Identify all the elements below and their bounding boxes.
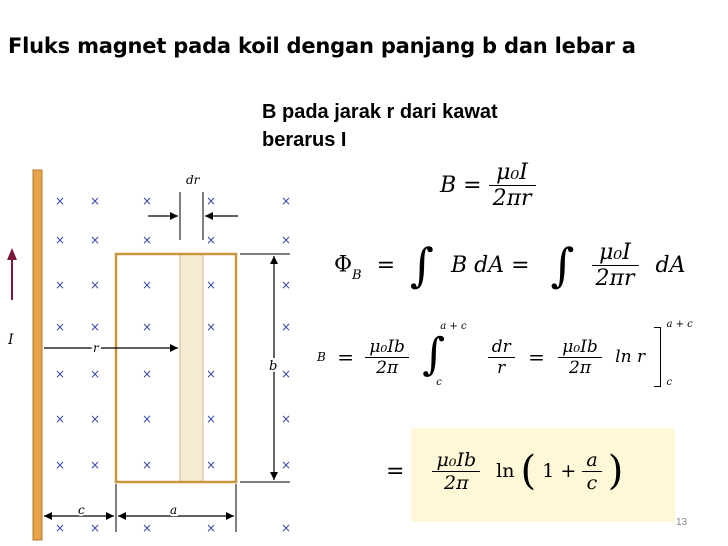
eq3-fraction-2	[488, 337, 515, 378]
eq2-sub: B	[352, 268, 362, 283]
subtitle-line-1: B pada jarak r dari kawat	[262, 101, 498, 123]
svg-text:×: ×	[205, 194, 217, 208]
svg-text:×: ×	[54, 412, 66, 426]
svg-text:×: ×	[89, 194, 101, 208]
eq3-num-1: μ₀Ib	[365, 337, 408, 358]
subtitle	[262, 98, 498, 154]
svg-text:×: ×	[280, 194, 292, 208]
svg-text:×: ×	[205, 458, 217, 472]
eq3-lower-2: c	[666, 377, 673, 388]
svg-text:×: ×	[141, 233, 153, 247]
svg-text:×: ×	[141, 412, 153, 426]
svg-text:×: ×	[54, 458, 66, 472]
eq3-ln: ln r	[615, 347, 646, 367]
svg-text:×: ×	[89, 278, 101, 292]
eq3-eval-bar	[654, 319, 694, 389]
svg-text:×: ×	[141, 278, 153, 292]
label-c: c	[78, 503, 85, 517]
svg-text:×: ×	[54, 278, 66, 292]
subtitle-line-2: berarus I	[262, 129, 347, 151]
svg-text:×: ×	[205, 412, 217, 426]
dr-strip	[180, 254, 203, 482]
eq4-rparen: )	[607, 448, 624, 494]
eq2-integral-2: ∫	[550, 238, 575, 292]
eq1-numerator: μ₀I	[489, 160, 536, 186]
svg-text:×: ×	[89, 521, 101, 535]
eq4-eq: =	[386, 458, 405, 484]
eq3-den-3: 2π	[569, 357, 592, 378]
eq3-integral	[422, 321, 482, 389]
eq3-upper-2: a + c	[666, 319, 693, 330]
eq4-inner-fraction	[582, 449, 601, 494]
eq4-ln: ln	[496, 460, 515, 482]
svg-text:×: ×	[280, 412, 292, 426]
svg-text:×: ×	[54, 194, 66, 208]
eq3-bracket	[654, 327, 661, 387]
svg-text:×: ×	[141, 458, 153, 472]
eq3-fraction-1	[365, 337, 408, 378]
svg-text:×: ×	[54, 367, 66, 381]
eq2-integral: ∫	[410, 238, 435, 292]
label-r: r	[93, 341, 99, 355]
svg-text:×: ×	[141, 367, 153, 381]
eq3-num-3: μ₀Ib	[558, 337, 601, 358]
eq2-numerator: μ₀I	[592, 240, 639, 266]
page-number: 13	[676, 517, 688, 528]
svg-text:×: ×	[280, 278, 292, 292]
svg-text:×: ×	[89, 320, 101, 334]
eq2-tail: dA	[655, 252, 686, 278]
eq1-denominator: 2πr	[492, 186, 532, 211]
magnetic-field-crosses	[55, 194, 291, 535]
eq4-fraction	[432, 449, 480, 494]
eq4-num: μ₀Ib	[432, 449, 480, 472]
label-I: I	[8, 332, 14, 348]
svg-text:×: ×	[280, 320, 292, 334]
svg-text:×: ×	[205, 367, 217, 381]
eq4-fden: c	[586, 471, 598, 494]
eq2-fraction	[592, 240, 639, 291]
eq4-den: 2π	[444, 471, 469, 494]
svg-text:×: ×	[141, 194, 153, 208]
svg-text:×: ×	[89, 458, 101, 472]
eq1-fraction	[489, 160, 536, 211]
eq3-upper: a + c	[440, 321, 467, 332]
svg-text:×: ×	[54, 320, 66, 334]
slide-title: Fluks magnet pada koil dengan panjang b dan lebar a	[8, 34, 636, 58]
equation-evaluated	[317, 319, 694, 389]
svg-text:×: ×	[205, 233, 217, 247]
svg-text:×: ×	[89, 233, 101, 247]
eq3-fraction-3	[558, 337, 601, 378]
eq3-den-1: 2π	[376, 357, 399, 378]
svg-text:×: ×	[89, 412, 101, 426]
svg-text:×: ×	[280, 521, 292, 535]
eq1-lhs: B =	[440, 173, 482, 198]
eq4-fnum: a	[582, 449, 601, 472]
label-a: a	[170, 503, 178, 517]
current-arrow	[7, 248, 17, 300]
svg-text:×: ×	[205, 521, 217, 535]
svg-text:×: ×	[205, 278, 217, 292]
svg-text:×: ×	[141, 521, 153, 535]
eq3-lhs: B	[317, 350, 326, 364]
current-wire	[33, 170, 42, 540]
coil-loop	[116, 254, 236, 482]
r-dimension	[44, 344, 178, 352]
svg-text:×: ×	[205, 320, 217, 334]
eq3-lower: c	[436, 377, 442, 388]
eq4-one: 1 +	[542, 460, 577, 482]
equation-b-field	[440, 160, 536, 211]
eq2-denominator: 2πr	[595, 265, 635, 291]
label-b: b	[269, 359, 278, 374]
svg-text:×: ×	[89, 367, 101, 381]
dr-dimension	[148, 192, 238, 240]
svg-text:×: ×	[280, 233, 292, 247]
eq3-eq-2: =	[528, 345, 545, 369]
equation-flux-integral	[334, 238, 686, 292]
svg-text:×: ×	[54, 233, 66, 247]
svg-text:×: ×	[141, 320, 153, 334]
svg-text:×: ×	[280, 367, 292, 381]
coil-diagram	[0, 160, 310, 546]
eq3-num-2: dr	[488, 337, 515, 358]
eq2-mid: B dA =	[451, 252, 530, 278]
equation-result	[386, 448, 623, 494]
label-dr: dr	[186, 173, 200, 187]
svg-text:×: ×	[54, 521, 66, 535]
eq3-den-2: r	[497, 357, 506, 378]
svg-text:×: ×	[280, 458, 292, 472]
eq4-lparen: (	[520, 448, 537, 494]
eq3-integral-sign: ∫	[422, 329, 446, 380]
eq2-eq: =	[376, 252, 396, 278]
eq2-phi: Φ	[334, 252, 353, 278]
eq3-eq: =	[337, 345, 354, 369]
